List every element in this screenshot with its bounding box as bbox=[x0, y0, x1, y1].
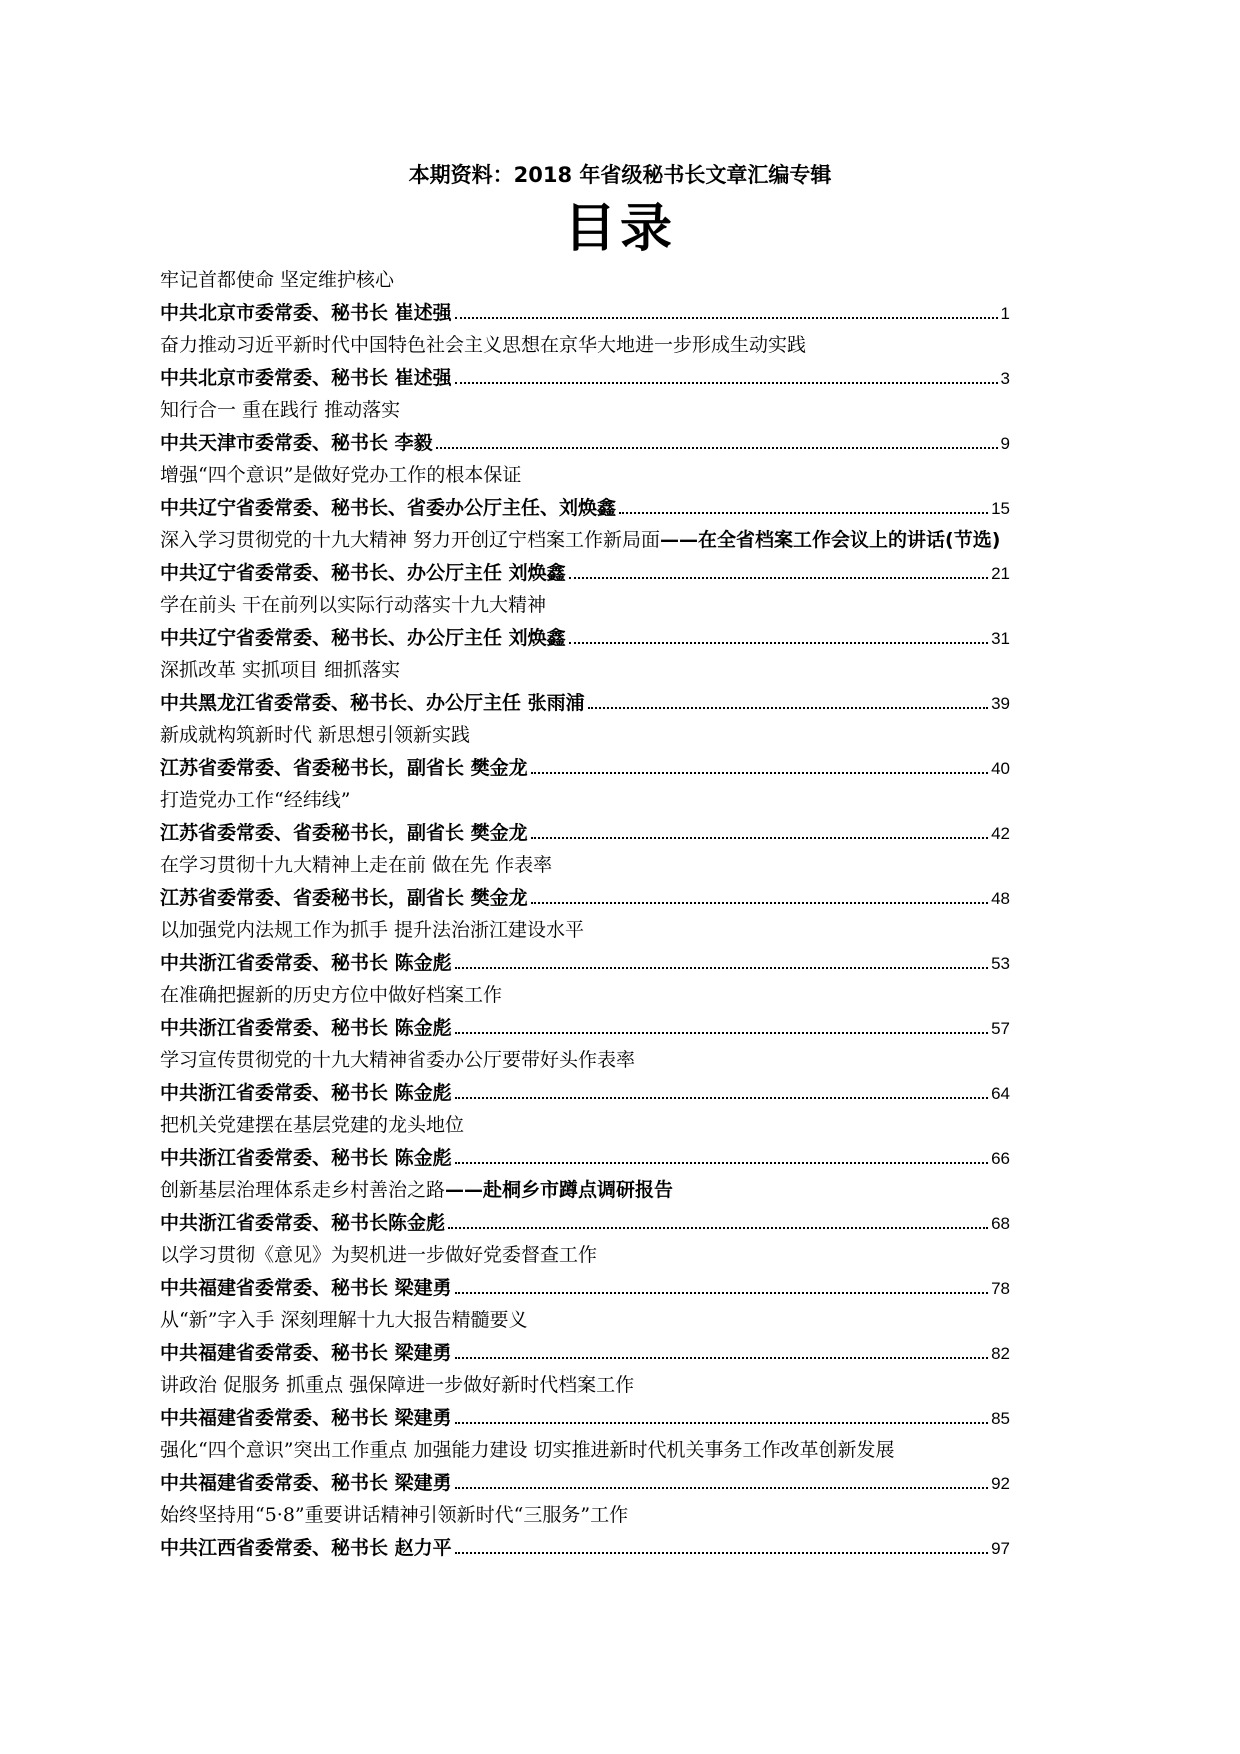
document-title: 目录 bbox=[563, 199, 676, 259]
toc-entry-page-number: 31 bbox=[991, 629, 1010, 648]
toc-entry-author: 中共福建省委常委、秘书长 梁建勇 bbox=[160, 1407, 452, 1429]
toc-entry-author-line[interactable] bbox=[160, 1532, 1010, 1564]
toc-entry-author-line[interactable] bbox=[160, 1337, 1010, 1369]
toc-entry bbox=[160, 1109, 1100, 1174]
toc-entry-title: 增强“四个意识”是做好党办工作的根本保证 bbox=[160, 464, 522, 486]
toc-entry-author-line[interactable] bbox=[160, 817, 1010, 849]
toc-entry-title-suffix: ——在全省档案工作会议上的讲话(节选) bbox=[660, 529, 1001, 551]
toc-entry-author-line[interactable] bbox=[160, 687, 1010, 719]
toc-entry-page-number: 3 bbox=[1000, 369, 1010, 388]
toc-entry-author: 中共浙江省委常委、秘书长 陈金彪 bbox=[160, 1082, 452, 1104]
toc-entry-page-number: 39 bbox=[991, 694, 1010, 713]
toc-entry-author: 中共福建省委常委、秘书长 梁建勇 bbox=[160, 1277, 452, 1299]
toc-entry-title: 深入学习贯彻党的十九大精神 努力开创辽宁档案工作新局面——在全省档案工作会议上的讲话(节选) bbox=[160, 529, 1001, 551]
toc-entry bbox=[160, 264, 1100, 329]
toc-entry-author: 中共福建省委常委、秘书长 梁建勇 bbox=[160, 1472, 452, 1494]
toc-entry-page-number: 42 bbox=[991, 824, 1010, 843]
dot-leader bbox=[455, 1357, 988, 1359]
toc-entry-author: 中共江西省委常委、秘书长 赵力平 bbox=[160, 1537, 452, 1559]
toc-entry-author: 中共黑龙江省委常委、秘书长、办公厅主任 张雨浦 bbox=[160, 692, 585, 714]
toc-entry-title: 奋力推动习近平新时代中国特色社会主义思想在京华大地进一步形成生动实践 bbox=[160, 334, 807, 356]
dot-leader bbox=[455, 1162, 988, 1164]
toc-entry-title: 始终坚持用“5·8”重要讲话精神引领新时代“三服务”工作 bbox=[160, 1504, 629, 1526]
dot-leader bbox=[569, 577, 988, 579]
dot-leader bbox=[455, 1487, 988, 1489]
toc-entry-page-number: 9 bbox=[1000, 434, 1010, 453]
dot-leader bbox=[531, 772, 988, 774]
toc-entry-author-line[interactable] bbox=[160, 1272, 1010, 1304]
toc-entry-author: 中共辽宁省委常委、秘书长、省委办公厅主任、刘焕鑫 bbox=[160, 497, 617, 519]
toc-entry-title: 以加强党内法规工作为抓手 提升法治浙江建设水平 bbox=[160, 919, 585, 941]
toc-entry-author: 江苏省委常委、省委秘书长，副省长 樊金龙 bbox=[160, 822, 528, 844]
dot-leader bbox=[455, 967, 988, 969]
dot-leader bbox=[455, 1552, 988, 1554]
toc-entry-author-line[interactable] bbox=[160, 882, 1010, 914]
toc-entry-author-line[interactable] bbox=[160, 492, 1010, 524]
toc-entry-author-line[interactable] bbox=[160, 947, 1010, 979]
toc-entry-author: 中共浙江省委常委、秘书长 陈金彪 bbox=[160, 1017, 452, 1039]
toc-entry bbox=[160, 1239, 1100, 1304]
toc-entry bbox=[160, 459, 1100, 524]
toc-entry-title: 打造党办工作“经纬线” bbox=[160, 789, 351, 811]
document-subtitle: 本期资料：2018 年省级秘书长文章汇编专辑 bbox=[408, 163, 832, 187]
dot-leader bbox=[569, 642, 988, 644]
toc-entry bbox=[160, 849, 1100, 914]
dot-leader bbox=[455, 1292, 988, 1294]
toc-entry-title: 在准确把握新的历史方位中做好档案工作 bbox=[160, 984, 503, 1006]
toc-entry-page-number: 78 bbox=[991, 1279, 1010, 1298]
toc-entry-author-line[interactable] bbox=[160, 557, 1010, 589]
toc-entry-page-number: 48 bbox=[991, 889, 1010, 908]
dot-leader bbox=[531, 837, 988, 839]
dot-leader bbox=[455, 317, 998, 319]
toc-entry-author-line[interactable] bbox=[160, 752, 1010, 784]
toc-entry-page-number: 92 bbox=[991, 1474, 1010, 1493]
toc-entry-author: 中共浙江省委常委、秘书长 陈金彪 bbox=[160, 1147, 452, 1169]
dot-leader bbox=[448, 1227, 988, 1229]
toc-entry bbox=[160, 914, 1100, 979]
toc-entry-author: 中共浙江省委常委、秘书长陈金彪 bbox=[160, 1212, 446, 1234]
dot-leader bbox=[588, 707, 988, 709]
toc-entry-title: 学在前头 干在前列以实际行动落实十九大精神 bbox=[160, 594, 547, 616]
dot-leader bbox=[436, 447, 998, 449]
toc-entry-author: 中共福建省委常委、秘书长 梁建勇 bbox=[160, 1342, 452, 1364]
toc-entry-page-number: 66 bbox=[991, 1149, 1010, 1168]
toc-entry bbox=[160, 589, 1100, 654]
toc-entry-author-line[interactable] bbox=[160, 622, 1010, 654]
toc-entry bbox=[160, 1499, 1100, 1564]
toc-entry-author-line[interactable] bbox=[160, 362, 1010, 394]
dot-leader bbox=[455, 1032, 988, 1034]
toc-entry-author: 中共辽宁省委常委、秘书长、办公厅主任 刘焕鑫 bbox=[160, 627, 566, 649]
toc-entry-title-suffix: ——赴桐乡市蹲点调研报告 bbox=[445, 1179, 674, 1201]
toc-entry-author: 中共浙江省委常委、秘书长 陈金彪 bbox=[160, 952, 452, 974]
toc-entry-page-number: 15 bbox=[991, 499, 1010, 518]
toc-entry-page-number: 53 bbox=[991, 954, 1010, 973]
toc-entry-author: 中共天津市委常委、秘书长 李毅 bbox=[160, 432, 433, 454]
toc-entry-page-number: 21 bbox=[991, 564, 1010, 583]
toc-entry bbox=[160, 1369, 1100, 1434]
toc-entry-author-line[interactable] bbox=[160, 1142, 1010, 1174]
table-of-contents bbox=[160, 264, 1100, 1564]
toc-entry-page-number: 85 bbox=[991, 1409, 1010, 1428]
toc-entry-page-number: 82 bbox=[991, 1344, 1010, 1363]
toc-entry-page-number: 1 bbox=[1000, 304, 1010, 323]
dot-leader bbox=[455, 1422, 988, 1424]
dot-leader bbox=[455, 1097, 988, 1099]
toc-entry-page-number: 57 bbox=[991, 1019, 1010, 1038]
toc-entry-author: 中共北京市委常委、秘书长 崔述强 bbox=[160, 302, 452, 324]
toc-entry-author-line[interactable] bbox=[160, 1402, 1010, 1434]
toc-entry-title: 学习宣传贯彻党的十九大精神省委办公厅要带好头作表率 bbox=[160, 1049, 636, 1071]
toc-entry-author-line[interactable] bbox=[160, 1077, 1010, 1109]
toc-entry-author: 中共辽宁省委常委、秘书长、办公厅主任 刘焕鑫 bbox=[160, 562, 566, 584]
toc-entry-title: 在学习贯彻十九大精神上走在前 做在先 作表率 bbox=[160, 854, 553, 876]
toc-entry bbox=[160, 1434, 1100, 1499]
toc-entry-title: 强化“四个意识”突出工作重点 加强能力建设 切实推进新时代机关事务工作改革创新发展 bbox=[160, 1439, 895, 1461]
toc-entry-page-number: 40 bbox=[991, 759, 1010, 778]
toc-entry-title: 把机关党建摆在基层党建的龙头地位 bbox=[160, 1114, 465, 1136]
dot-leader bbox=[455, 382, 998, 384]
toc-entry-title: 创新基层治理体系走乡村善治之路——赴桐乡市蹲点调研报告 bbox=[160, 1179, 674, 1201]
toc-entry bbox=[160, 979, 1100, 1044]
toc-entry-title: 讲政治 促服务 抓重点 强保障进一步做好新时代档案工作 bbox=[160, 1374, 635, 1396]
toc-entry-author-line[interactable] bbox=[160, 427, 1010, 459]
toc-entry-title: 知行合一 重在践行 推动落实 bbox=[160, 399, 401, 421]
toc-entry-page-number: 64 bbox=[991, 1084, 1010, 1103]
toc-entry-title: 以学习贯彻《意见》为契机进一步做好党委督查工作 bbox=[160, 1244, 598, 1266]
toc-entry-author: 中共北京市委常委、秘书长 崔述强 bbox=[160, 367, 452, 389]
dot-leader bbox=[531, 902, 988, 904]
toc-entry-author: 江苏省委常委、省委秘书长，副省长 樊金龙 bbox=[160, 887, 528, 909]
toc-entry bbox=[160, 719, 1100, 784]
toc-entry-author: 江苏省委常委、省委秘书长，副省长 樊金龙 bbox=[160, 757, 528, 779]
toc-entry-page-number: 68 bbox=[991, 1214, 1010, 1233]
toc-entry-author-line[interactable] bbox=[160, 1207, 1010, 1239]
toc-entry bbox=[160, 1304, 1100, 1369]
toc-entry bbox=[160, 329, 1100, 394]
toc-entry-author-line[interactable] bbox=[160, 297, 1010, 329]
toc-entry bbox=[160, 1174, 1100, 1239]
toc-entry-title: 深抓改革 实抓项目 细抓落实 bbox=[160, 659, 401, 681]
toc-entry-title: 牢记首都使命 坚定维护核心 bbox=[160, 269, 395, 291]
toc-entry bbox=[160, 524, 1100, 589]
toc-entry-title: 新成就构筑新时代 新思想引领新实践 bbox=[160, 724, 471, 746]
dot-leader bbox=[619, 512, 988, 514]
toc-entry-page-number: 97 bbox=[991, 1539, 1010, 1558]
toc-entry bbox=[160, 784, 1100, 849]
toc-entry bbox=[160, 394, 1100, 459]
toc-entry bbox=[160, 1044, 1100, 1109]
toc-entry bbox=[160, 654, 1100, 719]
toc-entry-author-line[interactable] bbox=[160, 1467, 1010, 1499]
toc-entry-title: 从“新”字入手 深刻理解十九大报告精髓要义 bbox=[160, 1309, 528, 1331]
toc-entry-author-line[interactable] bbox=[160, 1012, 1010, 1044]
